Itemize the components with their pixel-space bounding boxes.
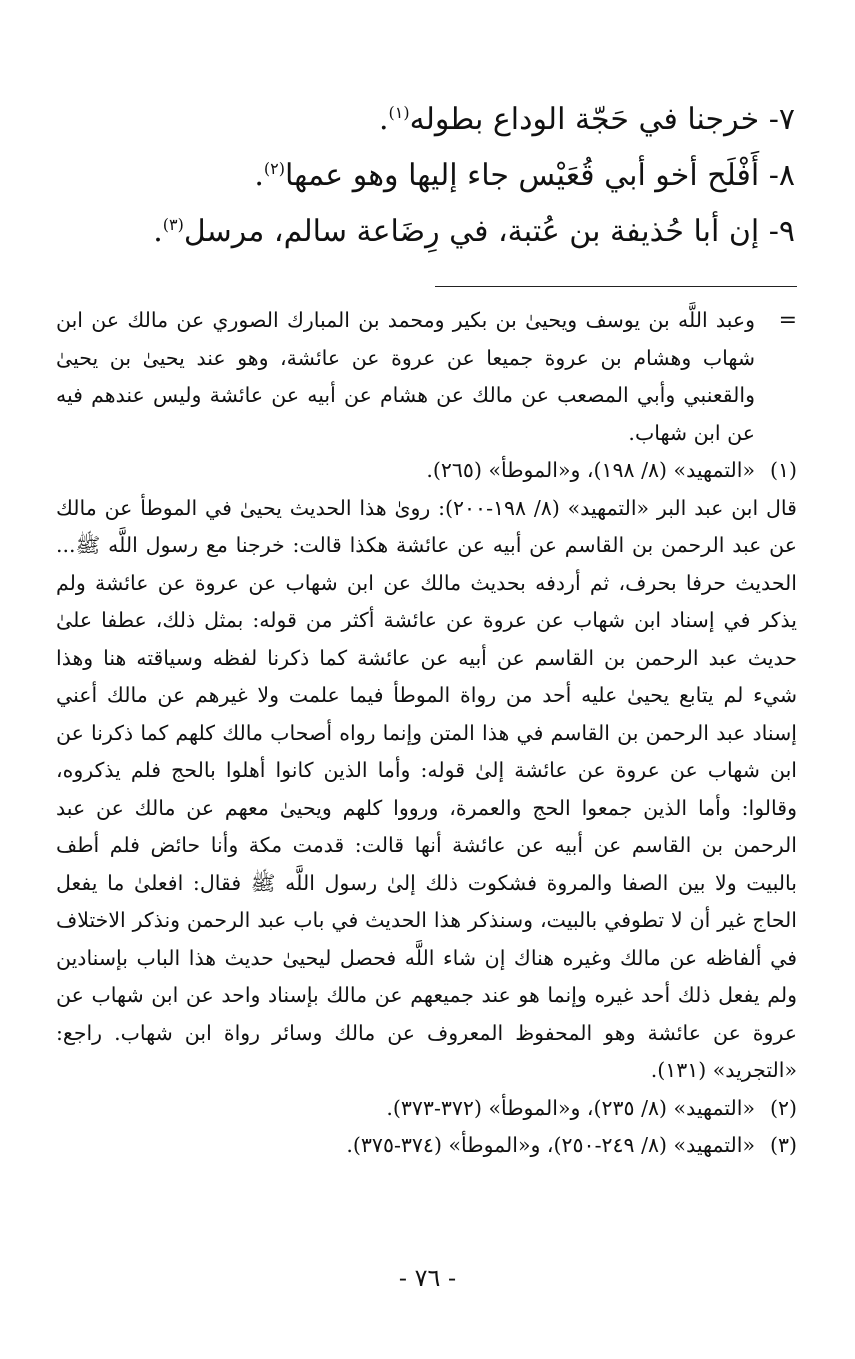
footnote-3 bbox=[56, 1127, 797, 1165]
footnote-number: (١) bbox=[769, 458, 797, 482]
footnote-ref: (٣) bbox=[162, 215, 184, 234]
page-number: - ٧٦ - bbox=[398, 1264, 457, 1292]
line-end: . bbox=[378, 102, 389, 137]
footnote-reference: «التمهيد» (٨/ ١٩٨)، و«الموطأ» (٢٦٥). bbox=[426, 458, 755, 482]
footnote-continuation bbox=[56, 302, 797, 452]
line-end: . bbox=[254, 158, 264, 193]
footnote-ref: (٢) bbox=[263, 159, 285, 178]
line-end: . bbox=[153, 214, 163, 249]
footnote-ref: (١) bbox=[388, 103, 410, 122]
main-line-8 bbox=[60, 148, 795, 204]
continuation-text: وعبد اللَّه بن يوسف ويحيىٰ بن بكير ومحمد بن المبارك الصوري عن مالك عن ابن شهاب وهشام بن عروة جميعا عن عروة عن عائشة، وهو عند يحيىٰ بن يحيىٰ والقعنبي وأبي المصعب عن مالك عن هشام عن أبيه عن عائشة وليس عندهم فيه عن ابن شهاب. bbox=[56, 308, 755, 445]
footnote-2 bbox=[56, 1090, 797, 1128]
footnotes bbox=[56, 302, 797, 1165]
footnote-1 bbox=[56, 452, 797, 490]
footnote-reference: «التمهيد» (٨/ ٢٤٩-٢٥٠)، و«الموطأ» (٣٧٤-٣٧٥). bbox=[346, 1133, 755, 1157]
footnote-1-explanation: قال ابن عبد البر «التمهيد» (٨/ ١٩٨-٢٠٠): روىٰ هذا الحديث يحيىٰ في الموطأ عن مالك عن عبد الرحمن بن القاسم عن أبيه عن عائشة هكذا قالت: خرجنا مع رسول اللَّه ﷺ... الحديث حرفا بحرف، ثم أردفه بحديث مالك عن ابن شهاب عن عروة عن عائشة ولم يذكر في إسناد ابن شهاب عن عروة عن عائشة أكثر من قوله: بمثل ذلك، عطفا علىٰ حديث عبد الرحمن بن القاسم عن أبيه عن عائشة كما ذكرنا لفظه وسياقته هنا وهذا شيء لم يتابع يحيىٰ عليه أحد من رواة الموطأ فيما علمت ولا غيرهم عن مالك أعني إسناد عبد الرحمن بن القاسم في هذا المتن وإنما رواه أصحاب مالك كلهم كما ذكرنا عن ابن شهاب عن عروة عن عائشة إلىٰ قوله: وأما الذين كانوا أهلوا بالحج فلم يذكروه، وقالوا: وأما الذين جمعوا الحج والعمرة، ورووا كلهم ويحيىٰ معهم عن مالك عن عبد الرحمن بن القاسم عن أبيه عن عائشة أنها قالت: قدمت مكة وأنا حائض فلم أطف بالبيت ولا بين الصفا والمروة فشكوت ذلك إلىٰ رسول اللَّه ﷺ فقال: افعلىٰ ما يفعل الحاج غير أن لا تطوفي بالبيت، وسنذكر هذا الحديث في باب عبد الرحمن ونذكر الاختلاف في ألفاظه عن مالك وغيره هناك إن شاء اللَّه فحصل ليحيىٰ حديث هذا الباب بإسنادين ولم يفعل ذلك أحد غيره وإنما هو عند جميعهم عن مالك بإسناد واحد عن ابن شهاب عن عروة عن عائشة وهو المحفوظ المعروف عن مالك وسائر رواة ابن شهاب. راجع: «التجريد» (١٣١). bbox=[56, 495, 797, 1082]
footnote-divider bbox=[435, 286, 797, 287]
main-line-text: ٧- خرجنا في حَجّة الوداع بطوله bbox=[409, 102, 795, 137]
footnote-number: (٢) bbox=[769, 1095, 797, 1120]
main-line-text: ٩- إن أبا حُذيفة بن عُتبة، في رِضَاعة سالم، مرسل bbox=[183, 214, 795, 249]
footnote-reference: «التمهيد» (٨/ ٢٣٥)، و«الموطأ» (٣٧٢-٣٧٣). bbox=[386, 1095, 755, 1120]
main-line-9 bbox=[60, 204, 795, 260]
main-line-text: ٨- أَفْلَح أخو أبي قُعَيْس جاء إليها وهو عمها bbox=[284, 158, 795, 193]
main-text bbox=[60, 92, 795, 260]
main-line-7 bbox=[60, 92, 795, 148]
footnote-number: (٣) bbox=[769, 1133, 797, 1157]
continuation-mark: = bbox=[778, 308, 797, 333]
